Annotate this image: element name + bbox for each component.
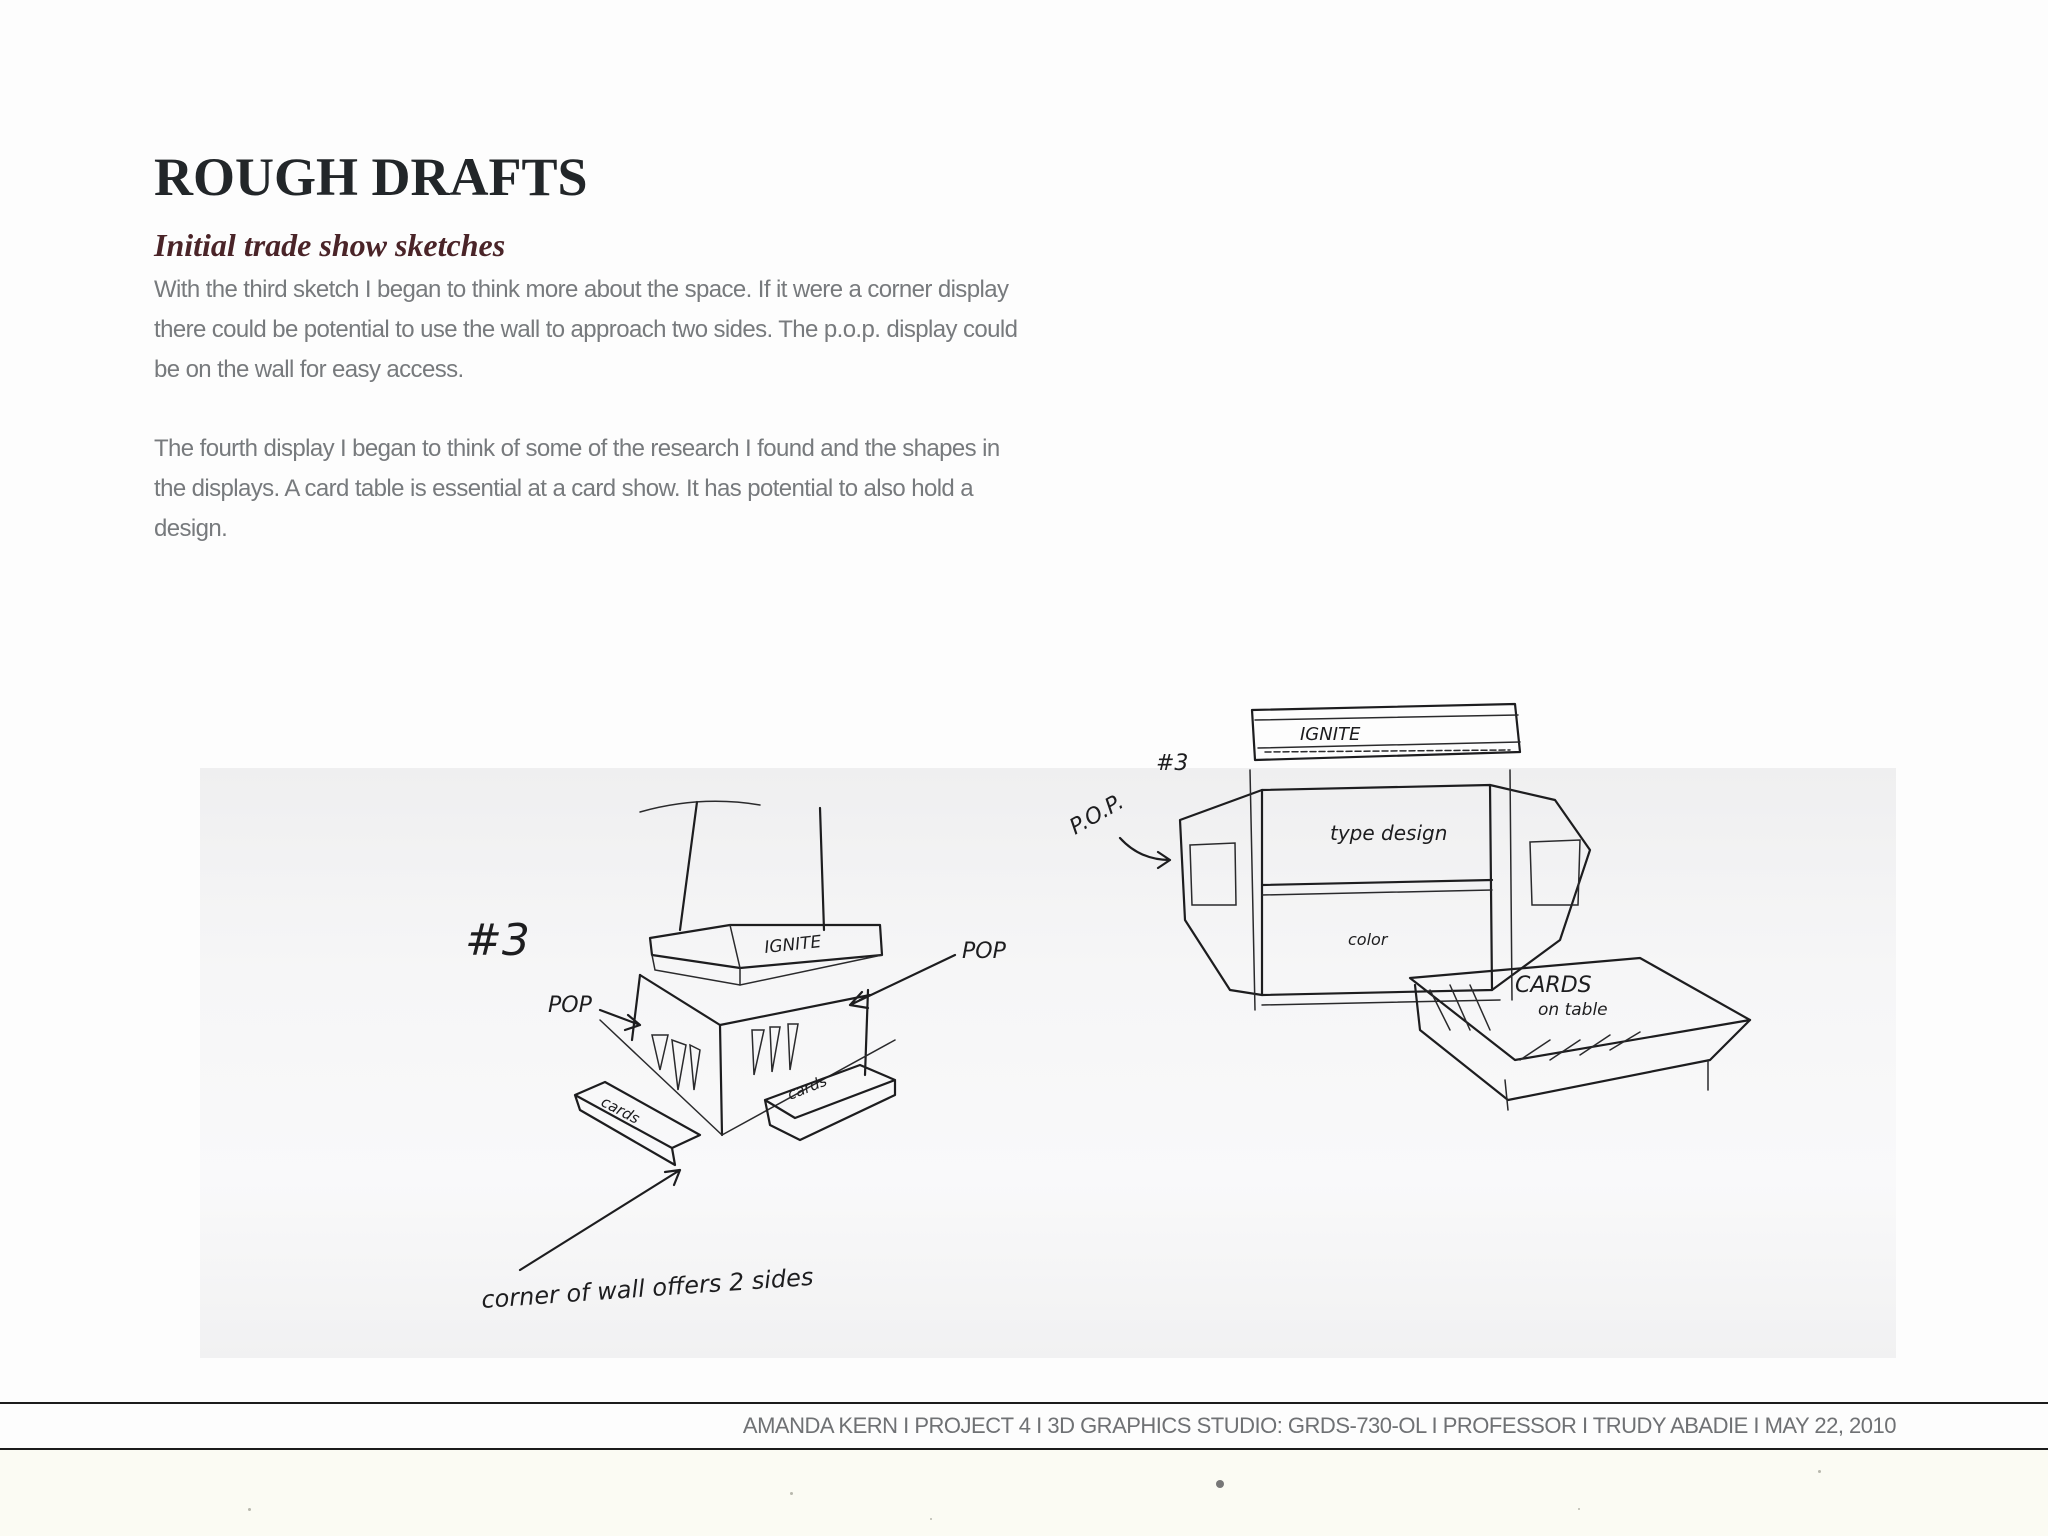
- right-on-table-label: on table: [1538, 1000, 1608, 1020]
- page-subtitle: Initial trade show sketches: [154, 227, 506, 263]
- left-sketch-caption: corner of wall offers 2 sides: [480, 1262, 815, 1314]
- footer-top-rule: [0, 1402, 2048, 1404]
- paper-speck: [1216, 1480, 1224, 1488]
- right-color-label: color: [1348, 930, 1388, 949]
- paper-speck: [1818, 1470, 1821, 1473]
- paper-texture-strip: [0, 1450, 2048, 1536]
- left-sketch: [465, 801, 1007, 1314]
- right-type-label: type design: [1330, 821, 1448, 845]
- right-sign-label: IGNITE: [1300, 724, 1361, 745]
- body-paragraph-1: With the third sketch I began to think more about the space. If it were a corner display there could be potential to use the wall to approach two sides. The p.o.p. display could be on the wall for easy access.: [154, 276, 1018, 383]
- left-sketch-number: #3: [465, 915, 530, 966]
- page-title: ROUGH DRAFTS: [154, 147, 588, 207]
- paper-speck: [790, 1492, 793, 1495]
- body-paragraph-2: The fourth display I began to think of some of the research I found and the shapes in the displays. A card table is essential at a card show. It has potential to also hold a design.: [154, 435, 1000, 542]
- paper-speck: [930, 1518, 932, 1520]
- right-pop-label: P.O.P.: [1065, 789, 1129, 841]
- right-cards-label: CARDS: [1515, 973, 1592, 998]
- right-sketch: [1066, 704, 1751, 1110]
- footer-credits: AMANDA KERN I PROJECT 4 I 3D GRAPHICS STUDIO: GRDS-730-OL I PROFESSOR I TRUDY ABADIE I MAY 22, 2010: [742, 1413, 1896, 1438]
- left-pop-label: POP: [548, 993, 592, 1018]
- right-pop-label-left-sketch: POP: [962, 939, 1006, 964]
- paper-speck: [1578, 1508, 1580, 1510]
- paper-speck: [248, 1508, 251, 1511]
- right-sketch-number: #3: [1156, 751, 1189, 776]
- right-cards-label: cards: [784, 1071, 830, 1104]
- left-sign-label: IGNITE: [763, 932, 823, 958]
- left-cards-label: cards: [598, 1092, 643, 1128]
